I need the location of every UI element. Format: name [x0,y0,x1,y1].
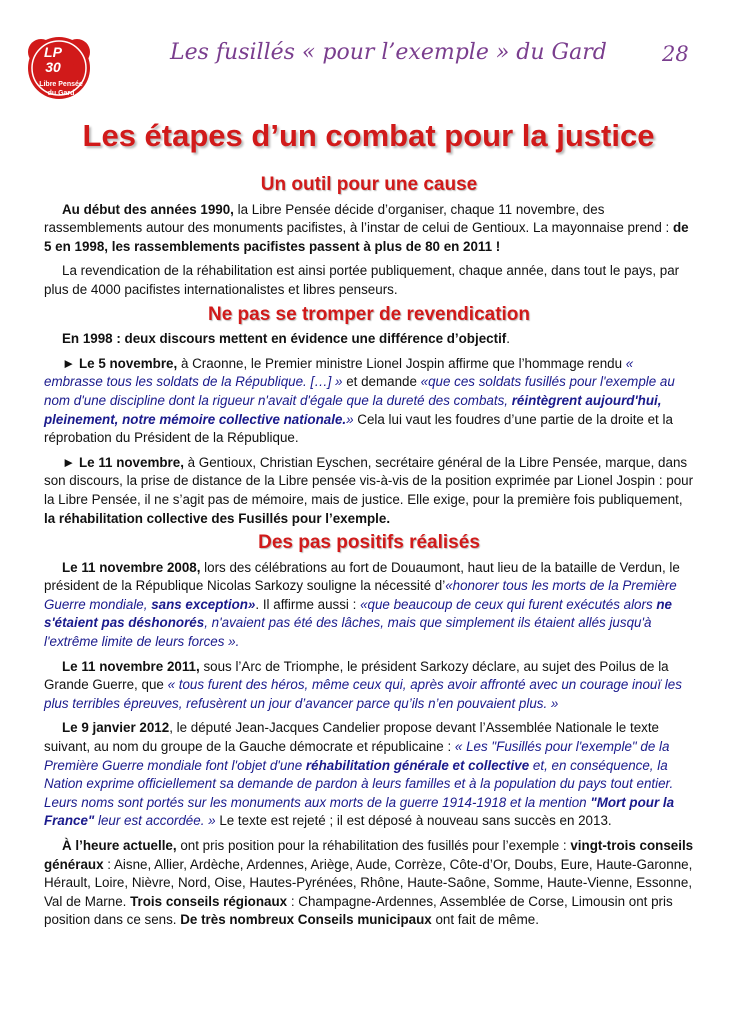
paragraph: ► Le 5 novembre, à Craonne, le Premier ministre Lionel Jospin affirme que l’hommage rendu « embrasse tous les soldats de la République. […] » et demande «que ces soldats fusillés pour l'exemple au nom d'une discipline dont la rigueur n'avait d'égale que la dureté des combats, réintègrent aujourd'hui, pleinement, notre mémoire collective nationale.» Cela lui vaut les foudres d’une partie de la droite et la réprobation du Président de la République. [44,355,675,446]
paragraph: En 1998 : deux discours mettent en évidence une différence d’objectif. [62,331,510,347]
paragraph: La revendication de la réhabilitation est ainsi portée publiquement, chaque année, dans tout le pays, par plus de 4000 pacifistes internationalistes et libres penseurs. [44,263,680,297]
paragraph: ► Le 11 novembre, à Gentioux, Christian Eyschen, secrétaire général de la Libre Pensée, marque, dans son discours, la prise de distance de la Libre pensée vis-à-vis de la position exprimée par Lionel Jospin : pour la Libre Pensée, il ne s’agit pas de mémoire, mais de justice. Elle exige, pour la première fois publiquement, la réhabilitation collective des Fusillés pour l’exemple. [44,454,694,526]
logo-line4-text: du Gard [47,90,75,97]
paragraph: Le 9 janvier 2012, le député Jean-Jacques Candelier propose devant l’Assemblée Nationale le texte suivant, au nom du groupe de la Gauche démocrate et républicaine : « Les "Fusillés pour l'exemple" de la Première Guerre mondiale font l'objet d'une réhabilitation générale et collective et, en conséquence, la Nation exprime officiellement sa demande de pardon à leurs familles et à la population du pays tout entier. Leurs noms sont portés sur les monuments aux morts de la guerre 1914-1918 et la mention "Mort pour la France" leur est accordée. » Le texte est rejeté ; il est déposé à nouveau sans succès en 2013. [44,720,675,829]
header-title: Les fusillés « pour l’exemple » du Gard [170,40,607,65]
paragraph: Le 11 novembre 2011, sous l’Arc de Triomphe, le président Sarkozy déclare, au sujet des Poilus de la Grande Guerre, que « tous furent des héros, même ceux qui, après avoir affronté avec un courage inouï les plus terribles épreuves, refusèrent un jour d’avancer parce qu’ils n’en pouvaient plus. » [44,658,682,711]
logo-lp-text: LP [44,44,62,60]
logo-line3-text: Libre Pensée [39,81,83,88]
paragraph: À l’heure actuelle, ont pris position pour la réhabilitation des fusillés pour l’exemple : vingt-trois conseils généraux : Aisne, Allier, Ardèche, Ardennes, Ariège, Aude, Corrèze, Côte-d’Or, Doubs, Eure, Haute-Garonne, Hérault, Loire, Nièvre, Nord, Oise, Hautes-Pyrénées, Rhône, Haute-Saône, Somme, Haute-Vienne, Essonne, Val de Marne. Trois conseils régionaux : Champagne-Ardennes, Assemblée de Corse, Limousin ont pris position dans ce sens. De très nombreux Conseils municipaux ont fait de même. [44,838,694,928]
section-heading-1: Un outil pour une cause [260,174,478,195]
paragraph: Au début des années 1990, la Libre Pensée décide d’organiser, chaque 11 novembre, des rassemblements autour des monuments pacifistes, à l’instar de celui de Gentioux. La mayonnaise prend : de 5 en 1998, les rassemblements pacifistes passent à plus de 80 en 2011 ! [44,201,689,254]
page-number: 28 [662,42,689,66]
libre-pensee-logo [27,32,91,108]
section-heading-2: Ne pas se tromper de revendication [207,303,531,325]
paragraph: Le 11 novembre 2008, lors des célébrations au fort de Douaumont, haut lieu de la bataille de Verdun, le président de la République Nicolas Sarkozy souligne la nécessité d’«honorer tous les morts de la Première Guerre mondiale, sans exception». Il affirme aussi : «que beaucoup de ceux qui furent exécutés alors ne s'étaient pas déshonorés, n'avaient pas été des lâches, mais que simplement ils étaient allés jusqu'à l'extrême limite de leurs forces ». [44,559,680,650]
main-title: Les étapes d’un combat pour la justice [82,118,655,153]
article-body [44,172,694,936]
section-heading-3: Des pas positifs réalisés [258,532,480,554]
logo-30-text: 30 [45,59,61,75]
